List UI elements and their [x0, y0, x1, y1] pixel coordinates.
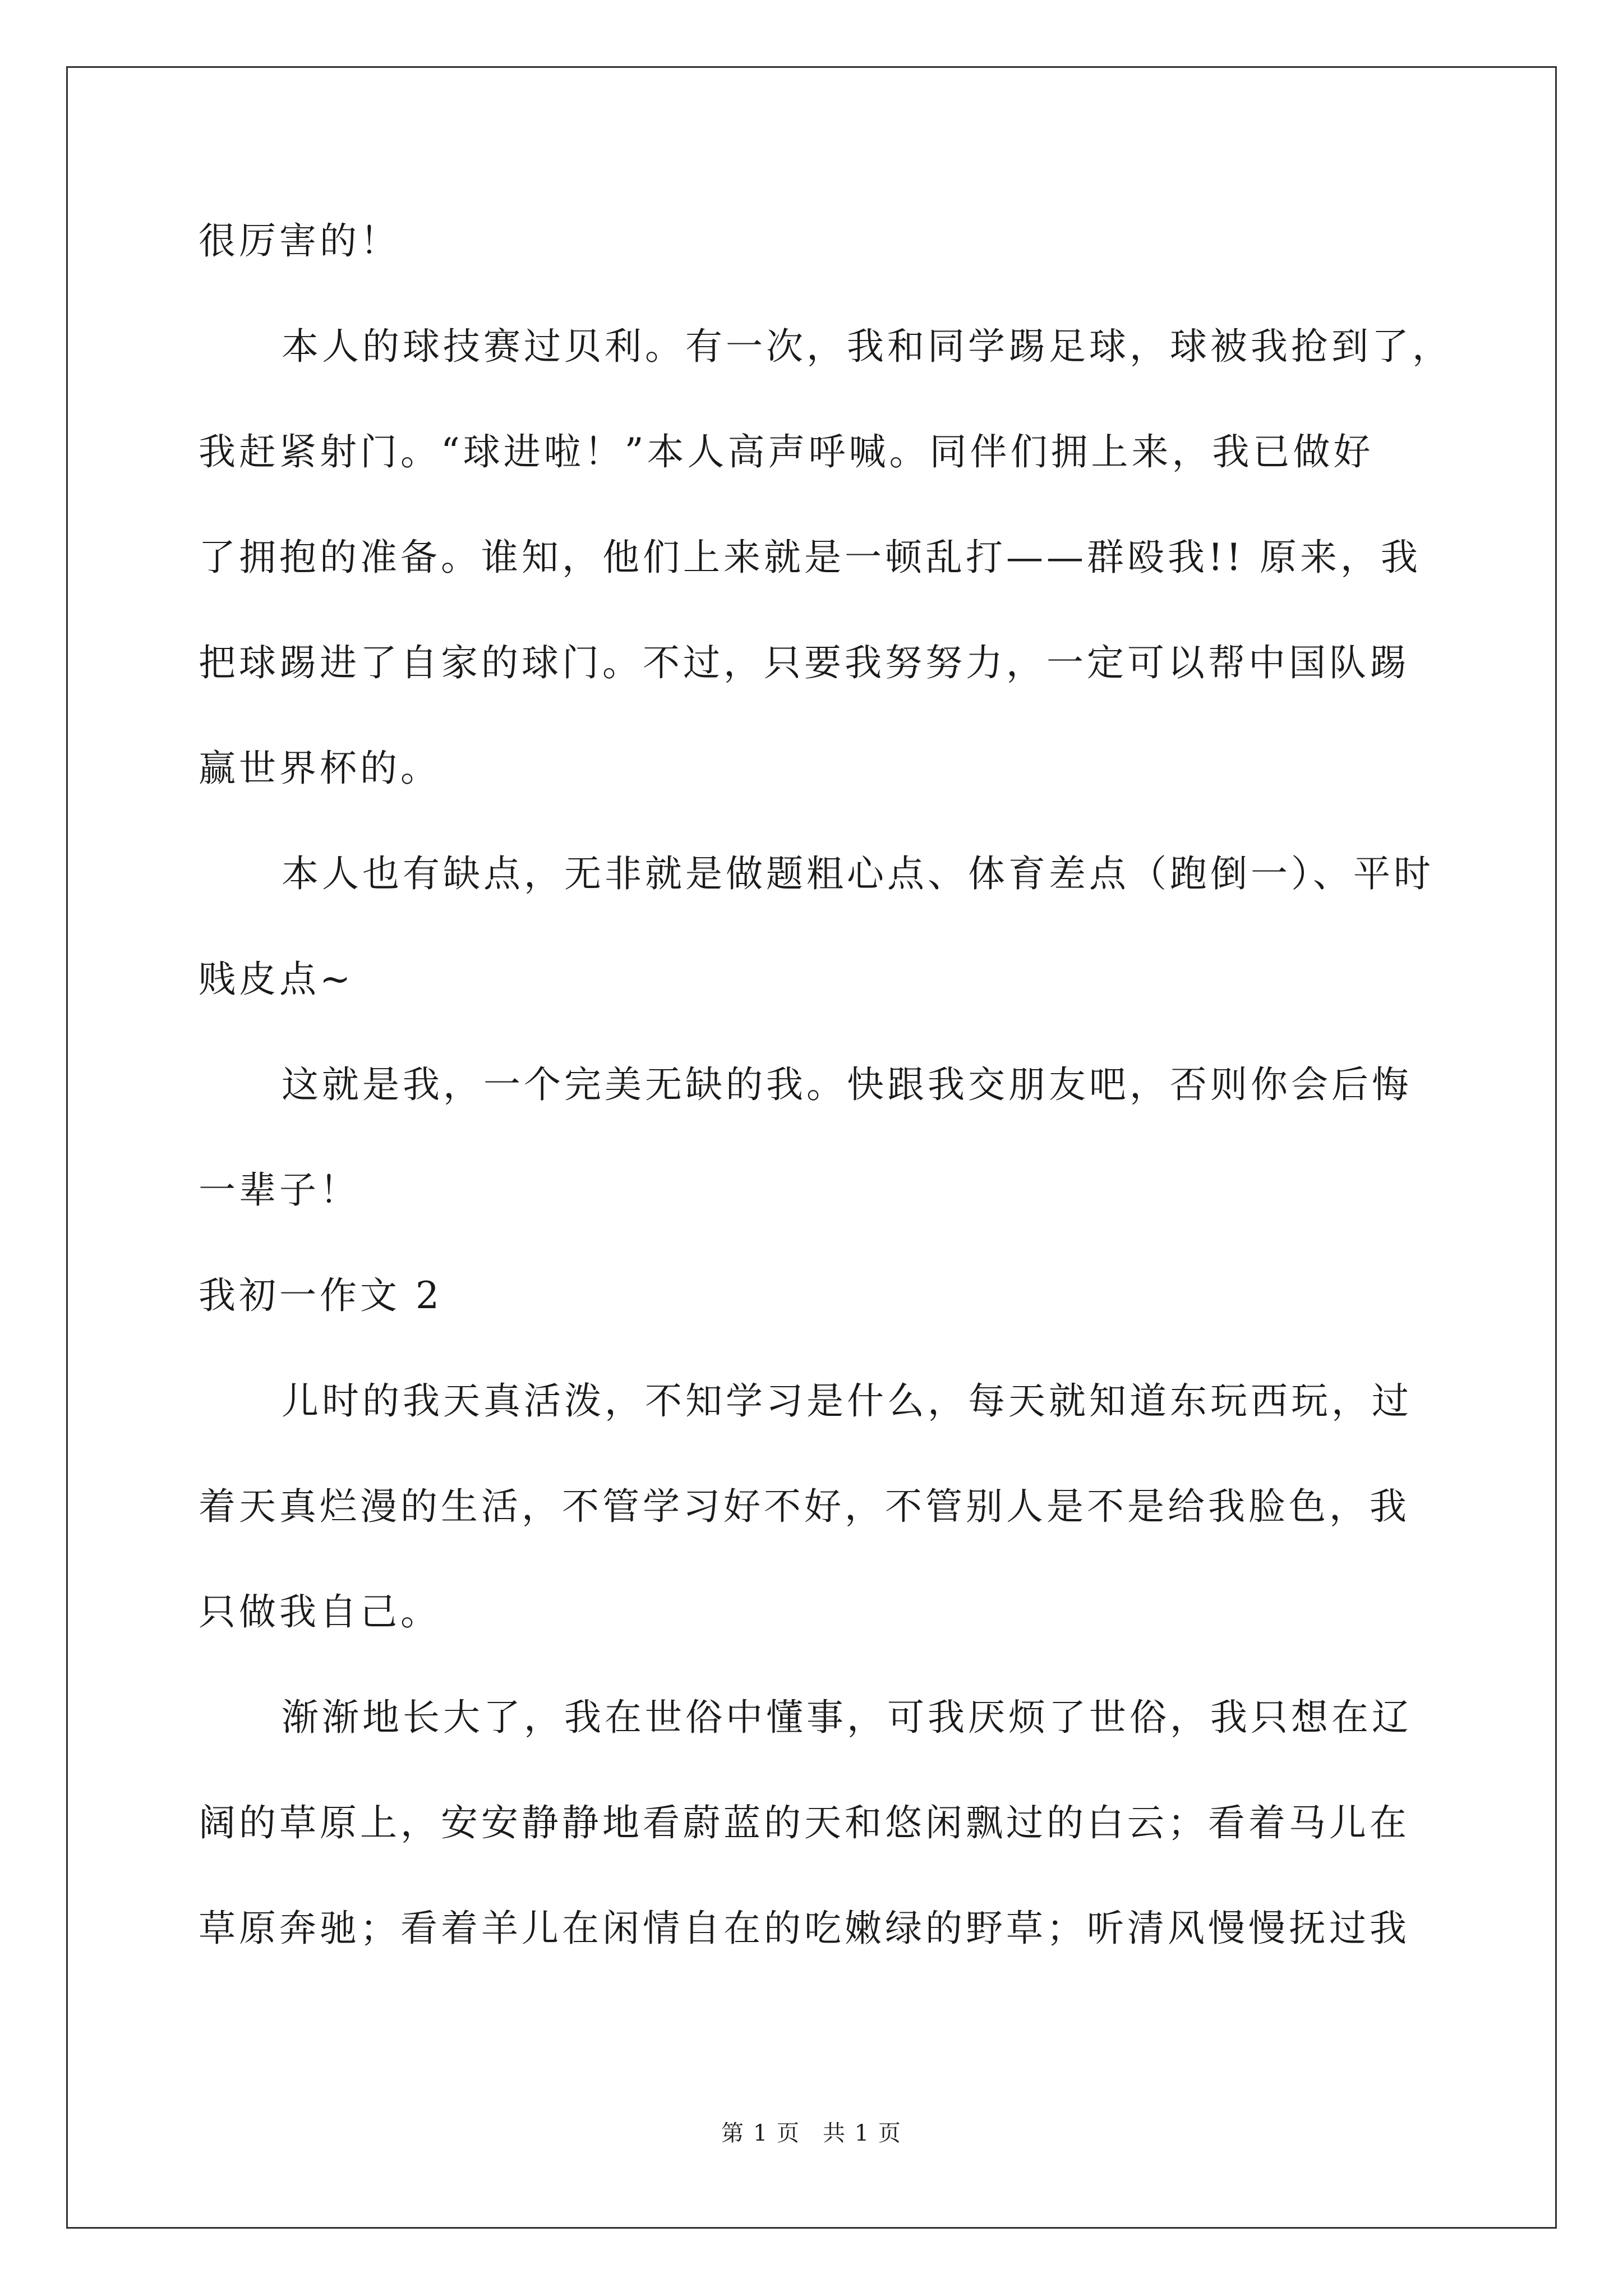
- text-line: 我赶紧射门。“球进啦！”本人高声呼喊。同伴们拥上来，我已做好: [199, 430, 1374, 473]
- text-line: 赢世界杯的。: [199, 747, 441, 790]
- text-line: 了拥抱的准备。谁知，他们上来就是一顿乱打——群殴我!! 原来，我: [199, 536, 1422, 579]
- page-footer: [0, 2119, 1623, 2147]
- text-line: 儿时的我天真活泼，不知学习是什么，每天就知道东玩西玩，过: [282, 1379, 1412, 1423]
- section-heading: 我初一作文 2: [199, 1274, 442, 1317]
- text-line: 贱皮点~: [199, 958, 354, 1001]
- text-line: 把球踢进了自家的球门。不过，只要我努努力，一定可以帮中国队踢: [199, 641, 1410, 684]
- text-line: 着天真烂漫的生活，不管学习好不好，不管别人是不是给我脸色，我: [199, 1485, 1410, 1528]
- text-line: 只做我自己。: [199, 1590, 441, 1634]
- text-line: 本人也有缺点，无非就是做题粗心点、体育差点（跑倒一）、平时: [282, 852, 1434, 895]
- text-line: 一辈子！: [199, 1168, 360, 1212]
- text-line: 本人的球技赛过贝利。有一次，我和同学踢足球，球被我抢到了，: [282, 325, 1453, 368]
- page-number: 第 1 页: [721, 2120, 800, 2146]
- page-total: 共 1 页: [823, 2120, 902, 2146]
- text-line: 很厉害的！: [199, 219, 400, 263]
- text-line: 阔的草原上，安安静静地看蔚蓝的天和悠闲飘过的白云；看着马儿在: [199, 1801, 1410, 1844]
- text-line: 渐渐地长大了，我在世俗中懂事，可我厌烦了世俗，我只想在辽: [282, 1696, 1412, 1739]
- text-line: 草原奔驰；看着羊儿在闲情自在的吃嫩绿的野草；听清风慢慢抚过我: [199, 1907, 1410, 1950]
- document-body: [199, 213, 1453, 2006]
- text-line: 这就是我，一个完美无缺的我。快跟我交朋友吧，否则你会后悔: [282, 1063, 1412, 1106]
